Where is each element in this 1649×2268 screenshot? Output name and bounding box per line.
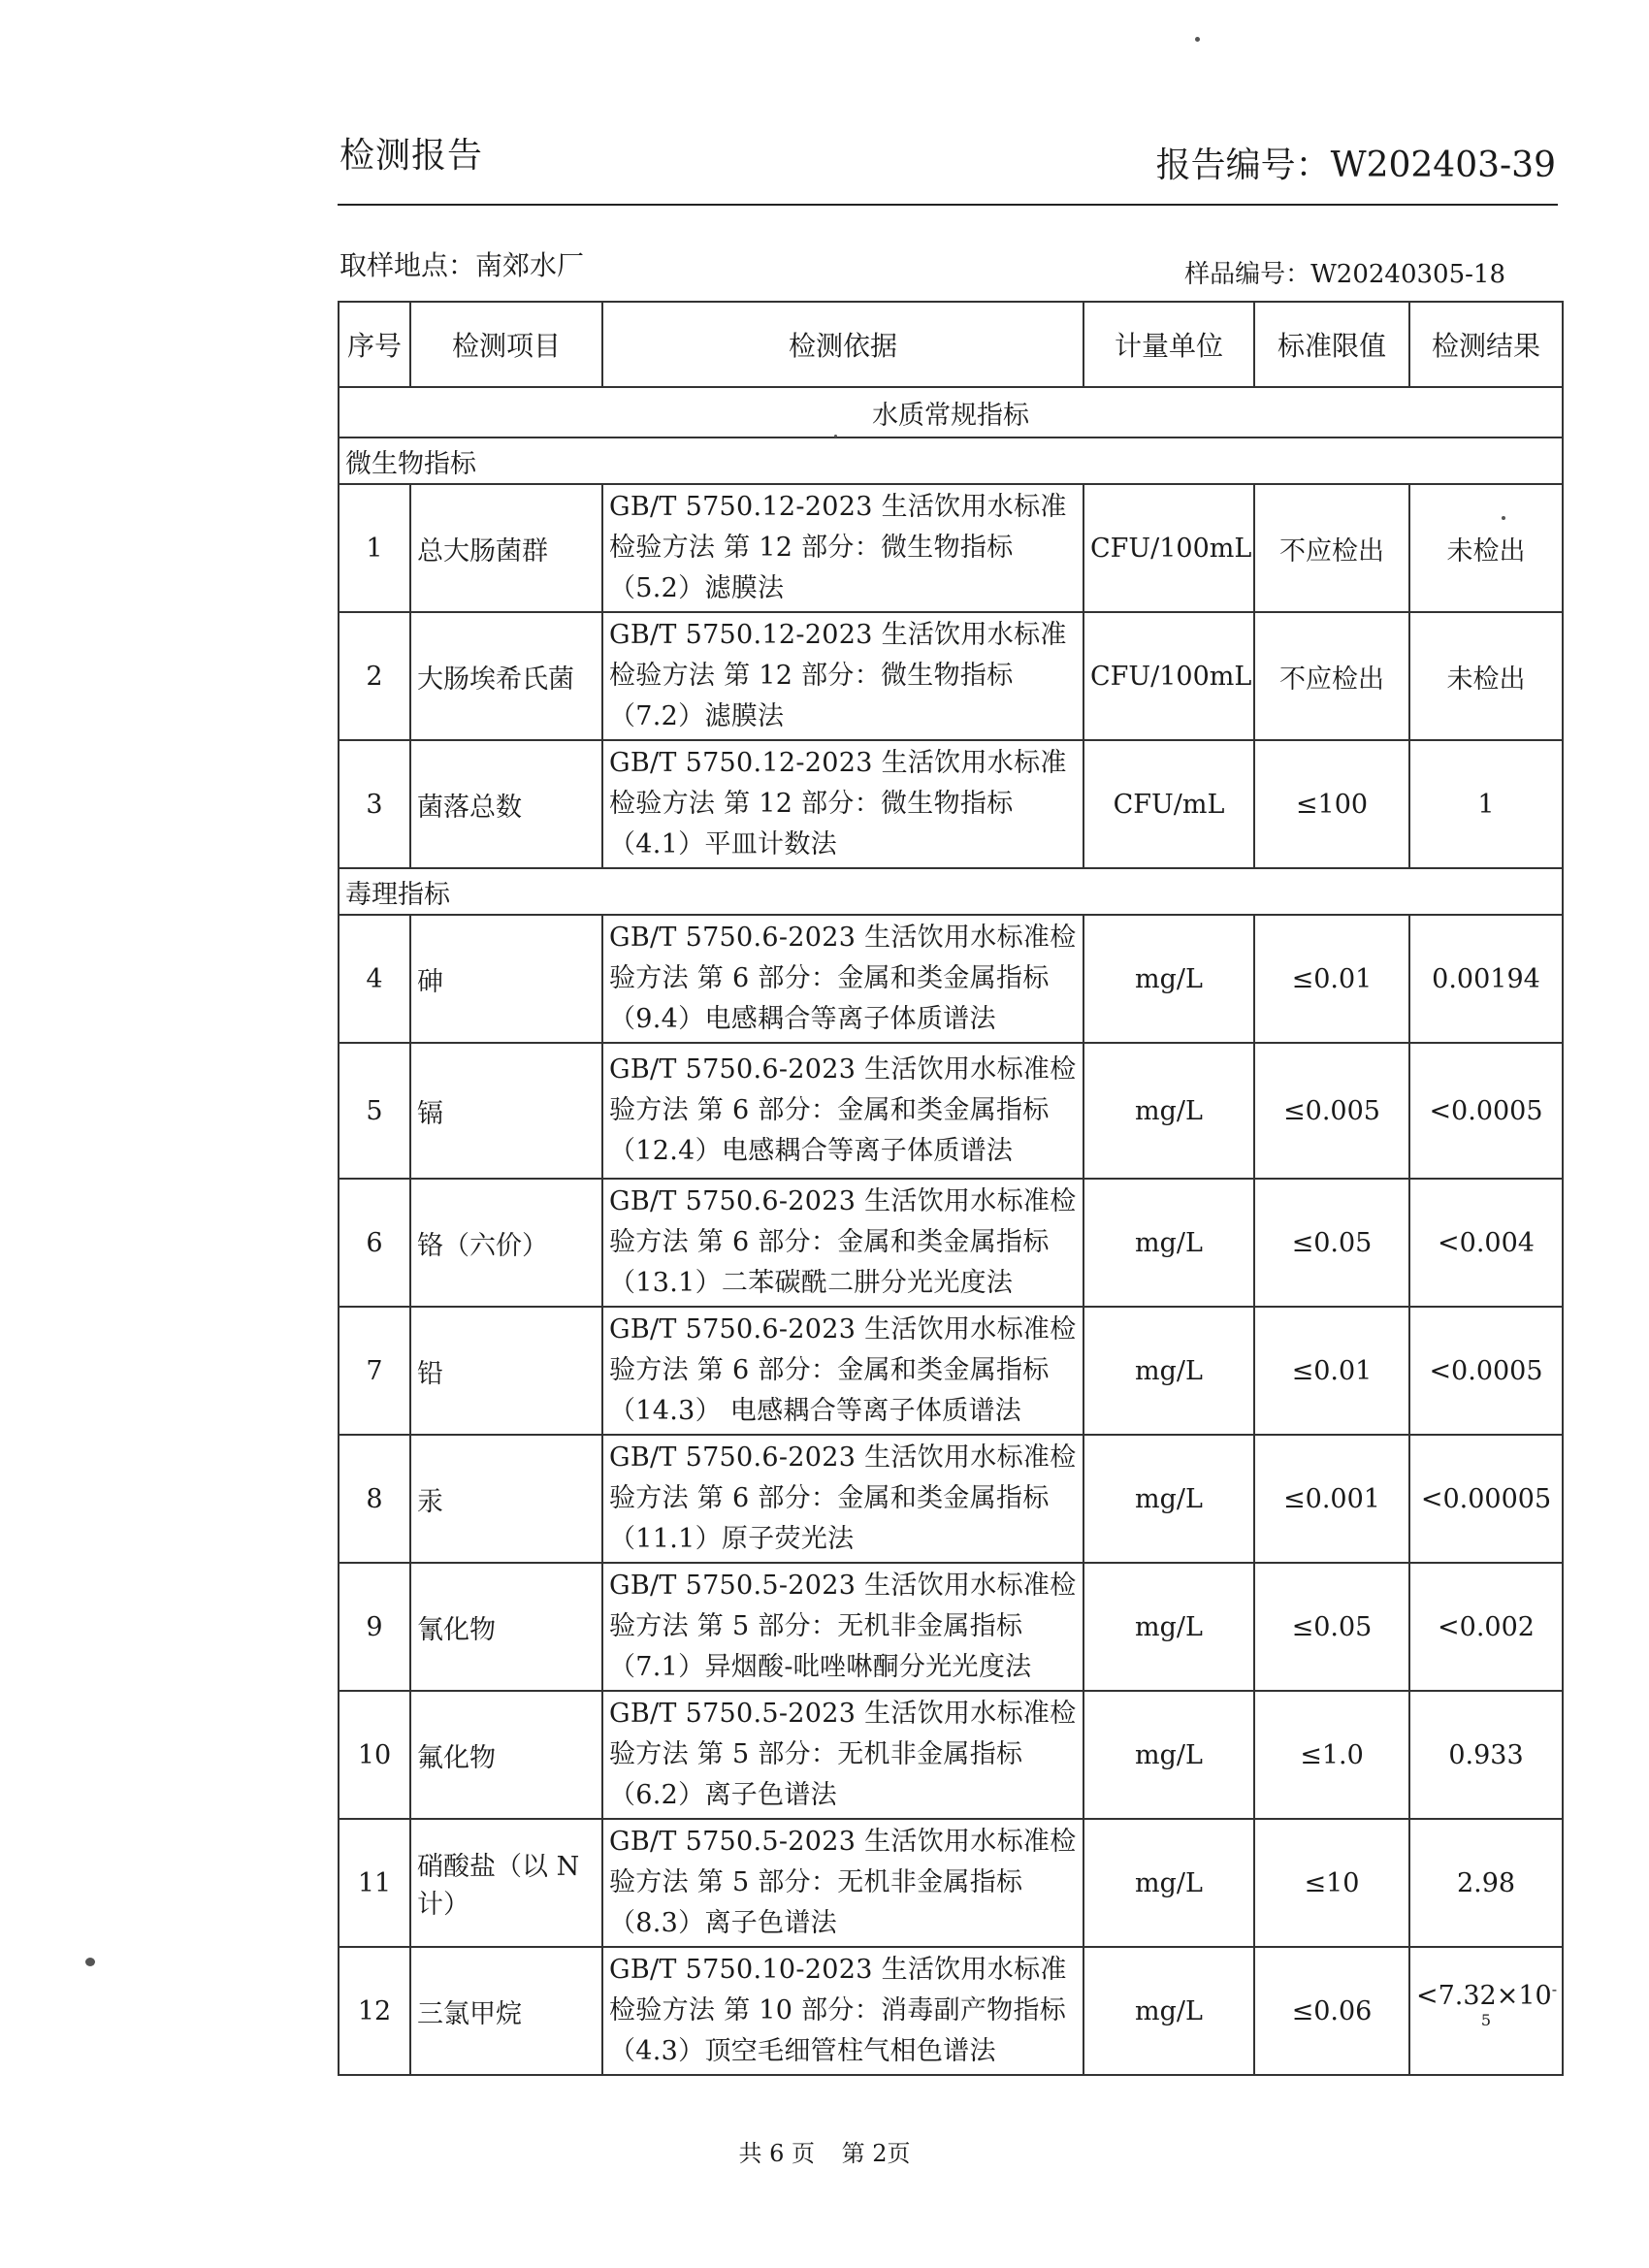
group-label-microbiology: 微生物指标	[339, 437, 1563, 484]
row-no: 12	[339, 1947, 410, 2075]
row-item: 汞	[410, 1435, 602, 1563]
table-row	[339, 484, 1563, 612]
row-result: 未检出	[1409, 612, 1563, 740]
group-row	[339, 868, 1563, 915]
row-no: 11	[339, 1819, 410, 1947]
col-header-unit: 计量单位	[1083, 302, 1254, 387]
row-item: 三氯甲烷	[410, 1947, 602, 2075]
row-item: 砷	[410, 915, 602, 1043]
row-limit: ≤0.001	[1254, 1435, 1409, 1563]
row-item: 铅	[410, 1307, 602, 1435]
group-label-toxicology: 毒理指标	[339, 868, 1563, 915]
row-unit: CFU/mL	[1083, 740, 1254, 868]
row-basis: GB/T 5750.6-2023 生活饮用水标准检验方法 第 6 部分：金属和类金属指标（14.3） 电感耦合等离子体质谱法	[602, 1307, 1083, 1435]
row-unit: mg/L	[1083, 1819, 1254, 1947]
row-no: 4	[339, 915, 410, 1043]
row-basis: GB/T 5750.5-2023 生活饮用水标准检验方法 第 5 部分：无机非金属指标（7.1）异烟酸-吡唑啉酮分光光度法	[602, 1563, 1083, 1691]
row-limit: ≤0.05	[1254, 1563, 1409, 1691]
row-unit: CFU/100mL	[1083, 484, 1254, 612]
scan-speck	[834, 435, 837, 437]
row-basis: GB/T 5750.6-2023 生活饮用水标准检验方法 第 6 部分：金属和类金属指标（13.1）二苯碳酰二肼分光光度法	[602, 1179, 1083, 1307]
row-item: 铬（六价）	[410, 1179, 602, 1307]
row-item: 氰化物	[410, 1563, 602, 1691]
scan-speck	[85, 1958, 95, 1966]
row-result: <0.0005	[1409, 1043, 1563, 1179]
table-row	[339, 915, 1563, 1043]
row-item: 镉	[410, 1043, 602, 1179]
table-row	[339, 1691, 1563, 1819]
header-divider	[338, 204, 1558, 206]
row-basis: GB/T 5750.10-2023 生活饮用水标准检验方法 第 10 部分：消毒副产物指标（4.3）顶空毛细管柱气相色谱法	[602, 1947, 1083, 2075]
table-row	[339, 1435, 1563, 1563]
row-item: 氟化物	[410, 1691, 602, 1819]
table-row	[339, 740, 1563, 868]
row-item: 总大肠菌群	[410, 484, 602, 612]
row-result: 2.98	[1409, 1819, 1563, 1947]
section-title: 水质常规指标	[339, 387, 1563, 437]
row-no: 6	[339, 1179, 410, 1307]
row-item: 硝酸盐（以 N 计）	[410, 1819, 602, 1947]
row-unit: mg/L	[1083, 1179, 1254, 1307]
table-row	[339, 612, 1563, 740]
row-basis: GB/T 5750.6-2023 生活饮用水标准检验方法 第 6 部分：金属和类金属指标（12.4）电感耦合等离子体质谱法	[602, 1043, 1083, 1179]
col-header-result: 检测结果	[1409, 302, 1563, 387]
report-number: 报告编号：W202403-39	[1155, 146, 1556, 185]
scan-speck	[1195, 37, 1200, 42]
col-header-basis: 检测依据	[602, 302, 1083, 387]
row-result: 未检出	[1409, 484, 1563, 612]
table-row	[339, 1947, 1563, 2075]
row-limit: ≤0.06	[1254, 1947, 1409, 2075]
row-limit: ≤0.01	[1254, 915, 1409, 1043]
page-footer	[0, 2134, 1649, 2168]
row-result: 0.00194	[1409, 915, 1563, 1043]
row-basis: GB/T 5750.12-2023 生活饮用水标准检验方法 第 12 部分：微生物指标（5.2）滤膜法	[602, 484, 1083, 612]
result-base: <7.32×10	[1416, 1981, 1552, 2011]
row-unit: mg/L	[1083, 915, 1254, 1043]
table-row	[339, 1179, 1563, 1307]
row-basis: GB/T 5750.6-2023 生活饮用水标准检验方法 第 6 部分：金属和类金属指标（11.1）原子荧光法	[602, 1435, 1083, 1563]
sample-number: 样品编号：W20240305-18	[1184, 260, 1505, 289]
row-no: 7	[339, 1307, 410, 1435]
row-unit: mg/L	[1083, 1043, 1254, 1179]
row-limit: 不应检出	[1254, 484, 1409, 612]
table-header-row	[339, 302, 1563, 387]
row-result: <0.00005	[1409, 1435, 1563, 1563]
row-unit: mg/L	[1083, 1307, 1254, 1435]
row-limit: 不应检出	[1254, 612, 1409, 740]
row-basis: GB/T 5750.5-2023 生活饮用水标准检验方法 第 5 部分：无机非金属指标（8.3）离子色谱法	[602, 1819, 1083, 1947]
table-row	[339, 1819, 1563, 1947]
row-unit: mg/L	[1083, 1947, 1254, 2075]
row-no: 10	[339, 1691, 410, 1819]
row-limit: ≤0.005	[1254, 1043, 1409, 1179]
result-exponent: -5	[1480, 1980, 1558, 2029]
row-no: 5	[339, 1043, 410, 1179]
group-row	[339, 437, 1563, 484]
col-header-item: 检测项目	[410, 302, 602, 387]
row-no: 8	[339, 1435, 410, 1563]
row-limit: ≤0.05	[1254, 1179, 1409, 1307]
table-row	[339, 1563, 1563, 1691]
page-total: 共 6 页	[738, 2140, 815, 2167]
row-result: 0.933	[1409, 1691, 1563, 1819]
col-header-limit: 标准限值	[1254, 302, 1409, 387]
row-result	[1409, 1947, 1563, 2075]
section-row	[339, 387, 1563, 437]
row-basis: GB/T 5750.12-2023 生活饮用水标准检验方法 第 12 部分：微生物指标（7.2）滤膜法	[602, 612, 1083, 740]
col-header-no: 序号	[339, 302, 410, 387]
row-no: 2	[339, 612, 410, 740]
row-unit: mg/L	[1083, 1691, 1254, 1819]
row-basis: GB/T 5750.5-2023 生活饮用水标准检验方法 第 5 部分：无机非金属指标（6.2）离子色谱法	[602, 1691, 1083, 1819]
table-row	[339, 1307, 1563, 1435]
row-unit: mg/L	[1083, 1435, 1254, 1563]
row-unit: mg/L	[1083, 1563, 1254, 1691]
row-limit: ≤10	[1254, 1819, 1409, 1947]
report-title: 检测报告	[340, 136, 484, 176]
results-table	[338, 301, 1564, 2076]
row-limit: ≤100	[1254, 740, 1409, 868]
page-current: 第 2页	[841, 2140, 911, 2167]
row-limit: ≤1.0	[1254, 1691, 1409, 1819]
row-no: 1	[339, 484, 410, 612]
row-unit: CFU/100mL	[1083, 612, 1254, 740]
row-no: 3	[339, 740, 410, 868]
row-item: 大肠埃希氏菌	[410, 612, 602, 740]
sampling-site: 取样地点：南郊水厂	[340, 249, 585, 281]
row-basis: GB/T 5750.6-2023 生活饮用水标准检验方法 第 6 部分：金属和类金属指标（9.4）电感耦合等离子体质谱法	[602, 915, 1083, 1043]
row-result: <0.002	[1409, 1563, 1563, 1691]
row-result: <0.0005	[1409, 1307, 1563, 1435]
row-no: 9	[339, 1563, 410, 1691]
scan-speck	[1502, 516, 1505, 520]
table-row	[339, 1043, 1563, 1179]
row-result: 1	[1409, 740, 1563, 868]
row-item: 菌落总数	[410, 740, 602, 868]
row-limit: ≤0.01	[1254, 1307, 1409, 1435]
row-result: <0.004	[1409, 1179, 1563, 1307]
row-basis: GB/T 5750.12-2023 生活饮用水标准检验方法 第 12 部分：微生物指标（4.1）平皿计数法	[602, 740, 1083, 868]
